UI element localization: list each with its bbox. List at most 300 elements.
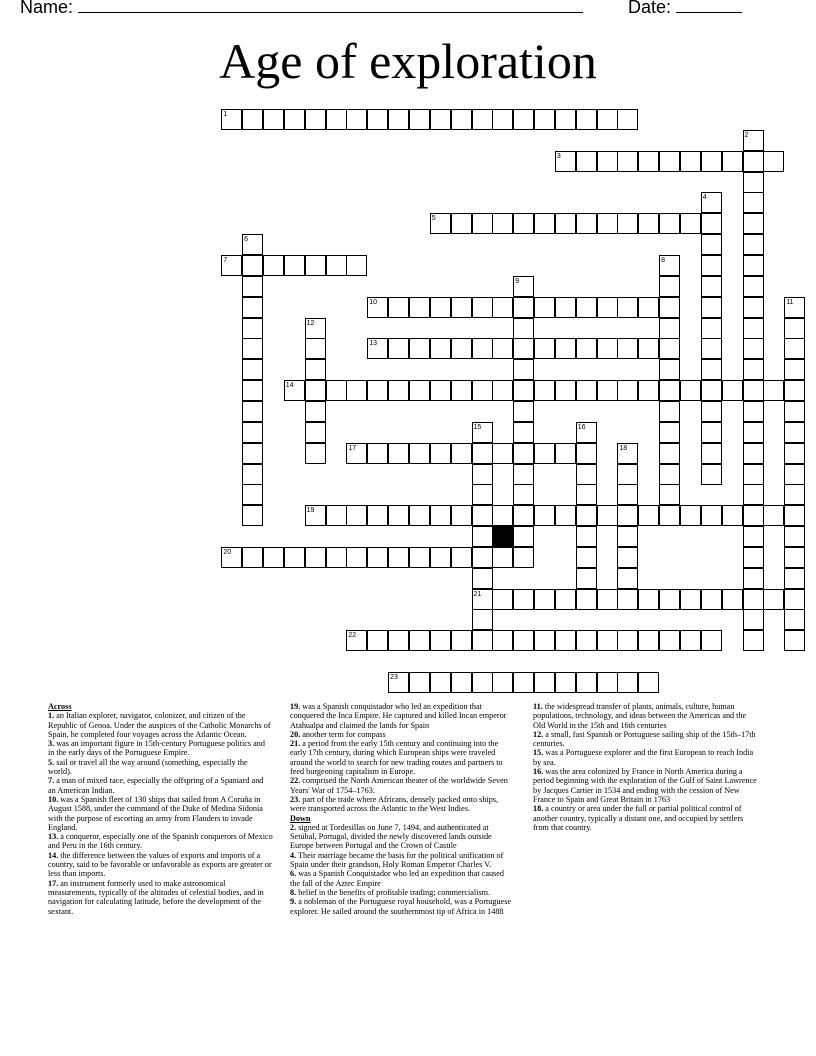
grid-cell[interactable]	[430, 672, 451, 693]
grid-cell[interactable]	[617, 589, 638, 610]
grid-cell[interactable]	[701, 589, 722, 610]
down-clues-part-1	[290, 823, 515, 916]
grid-cell[interactable]	[430, 297, 451, 318]
grid-cell[interactable]	[743, 338, 764, 359]
grid-cell[interactable]	[701, 151, 722, 172]
grid-cell[interactable]	[597, 589, 618, 610]
grid-cell[interactable]	[513, 380, 534, 401]
grid-cell[interactable]	[576, 338, 597, 359]
grid-cell[interactable]	[617, 151, 638, 172]
grid-cell[interactable]	[305, 359, 326, 380]
grid-cell[interactable]	[638, 338, 659, 359]
grid-cell[interactable]	[659, 151, 680, 172]
grid-cell[interactable]	[701, 401, 722, 422]
grid-cell[interactable]	[680, 505, 701, 526]
grid-cell[interactable]	[743, 276, 764, 297]
grid-cell[interactable]	[743, 589, 764, 610]
grid-cell[interactable]	[597, 505, 618, 526]
grid-cell[interactable]	[534, 213, 555, 234]
grid-cell[interactable]	[659, 359, 680, 380]
grid-cell[interactable]	[743, 151, 764, 172]
grid-cell[interactable]	[617, 109, 638, 130]
grid-cell[interactable]	[388, 297, 409, 318]
clue-text: signed at Tordesillas on June 7, 1494, and authenticated at Setúbal, Portugal, divided the newly discovered lands outside Europe between Portugal and the Crown of Castile	[290, 822, 492, 851]
grid-cell[interactable]	[451, 109, 472, 130]
grid-cell[interactable]	[409, 109, 430, 130]
grid-cell[interactable]	[617, 672, 638, 693]
grid-cell[interactable]	[659, 422, 680, 443]
grid-cell[interactable]	[743, 547, 764, 568]
grid-cell[interactable]	[743, 484, 764, 505]
grid-cell[interactable]	[472, 213, 493, 234]
grid-cell[interactable]	[326, 547, 347, 568]
grid-cell[interactable]	[388, 109, 409, 130]
grid-cell[interactable]	[242, 464, 263, 485]
grid-cell[interactable]	[555, 380, 576, 401]
grid-cell[interactable]	[617, 464, 638, 485]
grid-cell[interactable]	[492, 547, 513, 568]
grid-cell[interactable]	[346, 255, 367, 276]
clue-number: 7.	[48, 776, 55, 786]
grid-cell[interactable]	[743, 526, 764, 547]
grid-cell[interactable]	[701, 234, 722, 255]
grid-cell[interactable]	[659, 380, 680, 401]
grid-cell[interactable]	[346, 505, 367, 526]
grid-cell[interactable]	[472, 380, 493, 401]
grid-cell[interactable]	[492, 109, 513, 130]
grid-cell[interactable]	[597, 338, 618, 359]
grid-cell[interactable]	[409, 672, 430, 693]
grid-cell[interactable]	[638, 213, 659, 234]
grid-cell[interactable]	[576, 547, 597, 568]
clues-column-2	[290, 702, 515, 916]
grid-cell[interactable]	[743, 464, 764, 485]
grid-cell[interactable]	[576, 630, 597, 651]
grid-cell[interactable]	[638, 297, 659, 318]
grid-cell[interactable]	[451, 505, 472, 526]
grid-cell[interactable]	[451, 630, 472, 651]
grid-cell[interactable]	[743, 172, 764, 193]
grid-cell[interactable]	[701, 630, 722, 651]
grid-cell[interactable]	[263, 547, 284, 568]
clue-number: 1.	[48, 711, 55, 721]
grid-cell[interactable]	[492, 213, 513, 234]
grid-cell[interactable]	[492, 297, 513, 318]
grid-cell[interactable]	[659, 484, 680, 505]
grid-cell[interactable]	[472, 338, 493, 359]
grid-cell[interactable]	[430, 338, 451, 359]
grid-cell[interactable]	[576, 297, 597, 318]
grid-cell[interactable]	[534, 672, 555, 693]
grid-cell[interactable]	[659, 297, 680, 318]
grid-cell[interactable]	[305, 255, 326, 276]
clue-number: 15	[473, 423, 482, 431]
name-label: Name:	[20, 0, 74, 17]
grid-cell[interactable]	[472, 464, 493, 485]
grid-cell[interactable]	[388, 380, 409, 401]
grid-cell[interactable]	[513, 297, 534, 318]
grid-cell[interactable]	[513, 213, 534, 234]
grid-cell[interactable]	[576, 672, 597, 693]
grid-cell[interactable]	[492, 443, 513, 464]
grid-cell[interactable]	[597, 213, 618, 234]
grid-cell[interactable]	[492, 630, 513, 651]
grid-cell[interactable]	[242, 297, 263, 318]
grid-cell[interactable]	[763, 380, 784, 401]
grid-cell[interactable]	[513, 401, 534, 422]
grid-cell[interactable]	[409, 297, 430, 318]
grid-cell[interactable]	[784, 505, 805, 526]
grid-cell[interactable]	[555, 630, 576, 651]
grid-cell[interactable]	[451, 213, 472, 234]
grid-cell[interactable]	[576, 464, 597, 485]
grid-cell[interactable]	[555, 297, 576, 318]
grid-cell[interactable]	[409, 630, 430, 651]
grid-cell[interactable]	[242, 338, 263, 359]
grid-cell[interactable]	[597, 297, 618, 318]
grid-cell[interactable]	[701, 318, 722, 339]
grid-cell[interactable]	[472, 526, 493, 547]
grid-cell[interactable]	[555, 589, 576, 610]
grid-cell[interactable]	[326, 505, 347, 526]
grid-cell[interactable]	[701, 213, 722, 234]
grid-cell[interactable]	[242, 318, 263, 339]
grid-cell[interactable]	[722, 380, 743, 401]
grid-cell[interactable]	[784, 568, 805, 589]
grid-cell[interactable]	[472, 630, 493, 651]
grid-cell[interactable]	[326, 380, 347, 401]
grid-cell[interactable]	[451, 297, 472, 318]
grid-cell[interactable]	[638, 505, 659, 526]
grid-cell[interactable]	[242, 422, 263, 443]
grid-cell[interactable]	[472, 443, 493, 464]
grid-cell[interactable]	[555, 338, 576, 359]
grid-cell[interactable]	[576, 151, 597, 172]
grid-cell[interactable]	[242, 484, 263, 505]
grid-cell[interactable]	[659, 276, 680, 297]
grid-cell[interactable]	[576, 526, 597, 547]
grid-cell[interactable]	[513, 672, 534, 693]
grid-cell[interactable]	[451, 547, 472, 568]
grid-cell[interactable]	[743, 443, 764, 464]
grid-cell[interactable]	[534, 338, 555, 359]
grid-cell[interactable]	[305, 443, 326, 464]
grid-cell[interactable]	[513, 484, 534, 505]
grid-cell[interactable]	[242, 443, 263, 464]
grid-cell[interactable]	[451, 380, 472, 401]
clue-text: the difference between the values of exports and imports of a country, said to be favorable or unfavorable as exports are greater or less than imports.	[48, 850, 272, 879]
clue-number: 23	[390, 674, 398, 681]
grid-cell[interactable]	[617, 505, 638, 526]
grid-cell[interactable]	[346, 109, 367, 130]
clue-text: was a Spanish conquistador who led an expedition that conquered the Inca Empire. He captured and killed Incan emperor Atahualpa and claimed the lands for Spain	[290, 702, 507, 730]
grid-cell[interactable]	[284, 255, 305, 276]
grid-cell[interactable]	[492, 338, 513, 359]
grid-cell[interactable]	[409, 505, 430, 526]
grid-cell[interactable]	[534, 443, 555, 464]
grid-cell[interactable]	[472, 484, 493, 505]
grid-cell[interactable]	[305, 422, 326, 443]
grid-cell[interactable]	[346, 380, 367, 401]
grid-cell[interactable]	[305, 380, 326, 401]
grid-cell[interactable]	[472, 547, 493, 568]
grid-cell[interactable]	[701, 443, 722, 464]
grid-cell[interactable]	[617, 297, 638, 318]
grid-cell[interactable]	[763, 505, 784, 526]
grid-cell[interactable]	[326, 109, 347, 130]
grid-cell[interactable]	[576, 380, 597, 401]
grid-cell[interactable]	[472, 297, 493, 318]
clue-text: was a Portuguese explorer and the first European to reach India by sea.	[533, 748, 754, 767]
down-clue	[290, 888, 515, 897]
grid-cell[interactable]	[367, 443, 388, 464]
grid-cell[interactable]	[284, 109, 305, 130]
grid-cell[interactable]	[242, 255, 263, 276]
grid-cell[interactable]	[242, 547, 263, 568]
grid-cell[interactable]	[534, 630, 555, 651]
grid-cell[interactable]	[513, 359, 534, 380]
grid-cell[interactable]	[555, 109, 576, 130]
grid-cell[interactable]	[680, 151, 701, 172]
grid-cell[interactable]	[784, 318, 805, 339]
grid-cell[interactable]	[597, 630, 618, 651]
grid-cell[interactable]	[576, 213, 597, 234]
grid-cell[interactable]	[367, 505, 388, 526]
grid-cell[interactable]	[263, 255, 284, 276]
grid-cell[interactable]	[513, 547, 534, 568]
grid-cell[interactable]	[367, 547, 388, 568]
grid-cell[interactable]	[492, 589, 513, 610]
grid-cell[interactable]	[617, 380, 638, 401]
grid-cell[interactable]	[576, 589, 597, 610]
grid-cell[interactable]	[597, 380, 618, 401]
grid-cell[interactable]	[701, 464, 722, 485]
grid-cell[interactable]	[743, 359, 764, 380]
grid-cell[interactable]	[784, 589, 805, 610]
grid-cell[interactable]	[617, 568, 638, 589]
grid-cell[interactable]	[367, 630, 388, 651]
grid-cell[interactable]	[409, 443, 430, 464]
grid-cell[interactable]	[638, 380, 659, 401]
grid-cell[interactable]	[472, 109, 493, 130]
grid-cell[interactable]	[743, 192, 764, 213]
grid-cell[interactable]	[784, 609, 805, 630]
grid-cell[interactable]	[743, 505, 764, 526]
grid-cell[interactable]	[617, 338, 638, 359]
grid-cell[interactable]	[743, 380, 764, 401]
grid-cell[interactable]	[534, 380, 555, 401]
grid-cell[interactable]	[555, 505, 576, 526]
grid-cell[interactable]	[680, 213, 701, 234]
clue-number: 18	[619, 444, 628, 452]
grid-cell[interactable]	[597, 672, 618, 693]
grid-cell[interactable]	[242, 276, 263, 297]
grid-cell[interactable]	[701, 380, 722, 401]
grid-cell[interactable]	[326, 255, 347, 276]
grid-cell[interactable]	[763, 589, 784, 610]
grid-cell[interactable]	[388, 338, 409, 359]
grid-cell[interactable]	[430, 547, 451, 568]
grid-cell[interactable]	[617, 630, 638, 651]
grid-cell[interactable]	[430, 109, 451, 130]
grid-cell[interactable]	[743, 297, 764, 318]
grid-cell[interactable]	[492, 505, 513, 526]
clue-number: 17	[348, 444, 357, 452]
grid-cell[interactable]	[242, 401, 263, 422]
grid-cell[interactable]	[576, 505, 597, 526]
grid-cell[interactable]	[367, 380, 388, 401]
grid-cell[interactable]	[430, 380, 451, 401]
grid-cell[interactable]	[743, 234, 764, 255]
grid-cell[interactable]	[701, 359, 722, 380]
grid-cell[interactable]	[597, 151, 618, 172]
grid-cell[interactable]	[659, 589, 680, 610]
grid-cell[interactable]	[472, 672, 493, 693]
grid-cell[interactable]	[722, 151, 743, 172]
grid-cell[interactable]	[743, 213, 764, 234]
grid-cell[interactable]	[743, 630, 764, 651]
grid-cell[interactable]	[701, 505, 722, 526]
grid-cell[interactable]	[263, 109, 284, 130]
grid-cell[interactable]	[701, 422, 722, 443]
grid-cell[interactable]	[242, 380, 263, 401]
grid-cell[interactable]	[659, 318, 680, 339]
grid-cell[interactable]	[492, 672, 513, 693]
grid-cell[interactable]	[305, 401, 326, 422]
grid-cell[interactable]	[617, 213, 638, 234]
grid-cell[interactable]	[409, 338, 430, 359]
grid-cell[interactable]	[638, 589, 659, 610]
grid-cell[interactable]	[284, 547, 305, 568]
grid-cell[interactable]	[388, 630, 409, 651]
grid-cell[interactable]	[701, 276, 722, 297]
grid-cell[interactable]	[784, 547, 805, 568]
grid-cell[interactable]	[513, 630, 534, 651]
grid-cell[interactable]	[388, 443, 409, 464]
grid-cell[interactable]	[534, 297, 555, 318]
grid-cell[interactable]	[513, 589, 534, 610]
grid-cell[interactable]	[743, 422, 764, 443]
grid-cell[interactable]	[305, 547, 326, 568]
grid-cell[interactable]	[784, 484, 805, 505]
grid-cell[interactable]	[576, 484, 597, 505]
across-clue	[290, 730, 515, 739]
grid-cell[interactable]	[555, 213, 576, 234]
grid-cell[interactable]	[659, 464, 680, 485]
grid-cell[interactable]	[597, 109, 618, 130]
grid-cell[interactable]	[472, 505, 493, 526]
grid-cell[interactable]	[784, 380, 805, 401]
clue-number: 16.	[533, 767, 544, 777]
grid-cell[interactable]	[680, 630, 701, 651]
grid-cell[interactable]	[617, 526, 638, 547]
grid-cell[interactable]	[638, 672, 659, 693]
grid-cell[interactable]	[513, 443, 534, 464]
grid-cell[interactable]	[617, 484, 638, 505]
grid-cell[interactable]	[430, 443, 451, 464]
grid-cell[interactable]	[472, 568, 493, 589]
grid-cell[interactable]	[388, 547, 409, 568]
grid-cell[interactable]	[659, 505, 680, 526]
grid-cell[interactable]	[513, 464, 534, 485]
grid-cell[interactable]	[659, 401, 680, 422]
grid-cell[interactable]	[659, 443, 680, 464]
grid-cell[interactable]	[534, 505, 555, 526]
grid-cell[interactable]	[743, 318, 764, 339]
grid-cell[interactable]	[701, 255, 722, 276]
grid-cell[interactable]	[784, 630, 805, 651]
grid-cell[interactable]	[659, 213, 680, 234]
grid-cell[interactable]	[638, 151, 659, 172]
grid-cell[interactable]	[722, 505, 743, 526]
grid-cell[interactable]	[743, 568, 764, 589]
grid-cell[interactable]	[513, 318, 534, 339]
grid-cell[interactable]	[784, 359, 805, 380]
grid-cell[interactable]	[242, 109, 263, 130]
grid-cell[interactable]	[763, 151, 784, 172]
grid-cell[interactable]	[346, 547, 367, 568]
grid-cell[interactable]	[743, 609, 764, 630]
grid-cell[interactable]	[451, 443, 472, 464]
grid-cell[interactable]	[451, 338, 472, 359]
grid-cell[interactable]	[617, 547, 638, 568]
grid-cell[interactable]	[430, 630, 451, 651]
grid-cell[interactable]	[513, 505, 534, 526]
grid-cell[interactable]	[680, 589, 701, 610]
grid-cell[interactable]	[513, 338, 534, 359]
grid-cell[interactable]	[576, 443, 597, 464]
grid-cell[interactable]	[534, 589, 555, 610]
grid-cell[interactable]	[680, 380, 701, 401]
grid-cell[interactable]	[472, 609, 493, 630]
grid-cell[interactable]	[409, 547, 430, 568]
grid-cell[interactable]	[305, 109, 326, 130]
grid-cell[interactable]	[451, 672, 472, 693]
grid-cell[interactable]	[784, 422, 805, 443]
grid-cell[interactable]	[367, 109, 388, 130]
grid-cell[interactable]	[638, 630, 659, 651]
grid-cell[interactable]	[513, 526, 534, 547]
grid-cell[interactable]	[659, 630, 680, 651]
grid-cell[interactable]	[784, 464, 805, 485]
grid-cell[interactable]	[388, 505, 409, 526]
grid-cell[interactable]	[242, 359, 263, 380]
grid-cell[interactable]	[784, 338, 805, 359]
grid-cell[interactable]	[576, 109, 597, 130]
grid-cell[interactable]	[409, 380, 430, 401]
grid-cell[interactable]	[305, 338, 326, 359]
grid-cell[interactable]	[576, 568, 597, 589]
grid-cell[interactable]	[430, 505, 451, 526]
grid-cell[interactable]	[513, 109, 534, 130]
grid-cell[interactable]	[513, 422, 534, 443]
clue-text: a nobleman of the Portuguese royal household, was a Portuguese explorer. He sailed around the southernmost tip of Africa in 1488	[290, 897, 512, 916]
grid-cell[interactable]	[784, 443, 805, 464]
grid-cell[interactable]	[534, 109, 555, 130]
grid-cell[interactable]	[242, 505, 263, 526]
grid-cell[interactable]	[555, 443, 576, 464]
grid-cell[interactable]	[743, 401, 764, 422]
grid-cell[interactable]	[784, 526, 805, 547]
grid-cell[interactable]	[659, 338, 680, 359]
grid-cell[interactable]	[701, 297, 722, 318]
grid-cell[interactable]	[701, 338, 722, 359]
grid-cell[interactable]	[492, 380, 513, 401]
grid-cell[interactable]	[784, 401, 805, 422]
grid-cell[interactable]	[743, 255, 764, 276]
grid-cell[interactable]	[722, 589, 743, 610]
grid-cell[interactable]	[555, 672, 576, 693]
